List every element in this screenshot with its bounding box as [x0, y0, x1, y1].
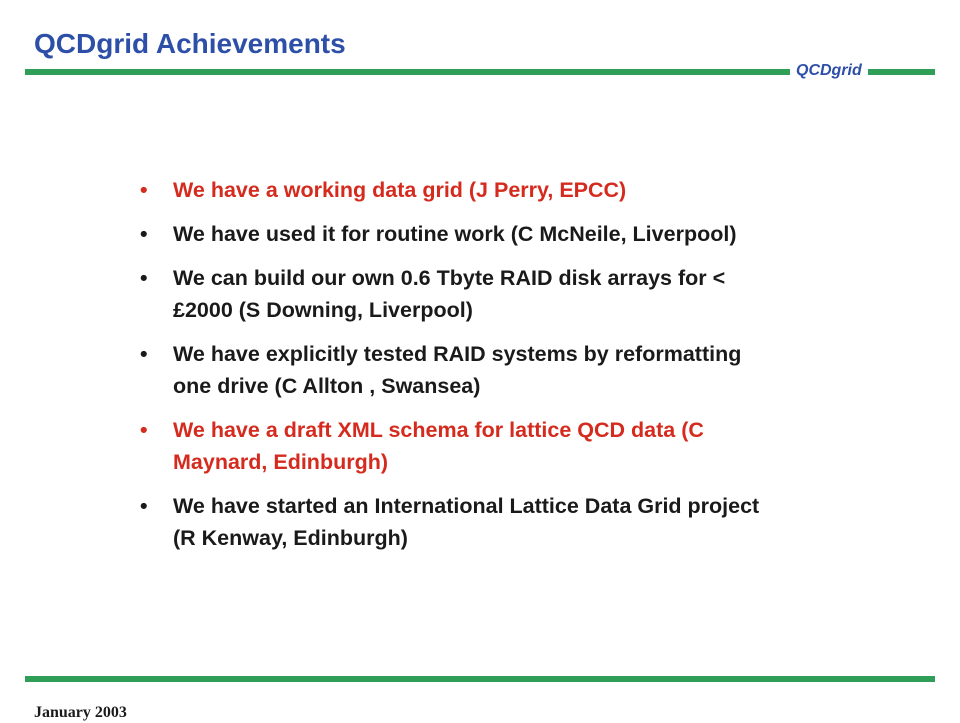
bullet-item [140, 218, 780, 250]
bullet-text: We have used it for routine work (C McNeile, Liverpool) [173, 222, 737, 246]
footer-date: January 2003 [34, 704, 127, 721]
bullet-item [140, 262, 780, 326]
bullet-item [140, 414, 780, 478]
footer-rule [25, 676, 935, 682]
bullet-dot: • [140, 266, 148, 290]
bullet-item [140, 338, 780, 402]
bullet-text: We have explicitly tested RAID systems by reformatting one drive (C Allton , Swansea) [173, 342, 742, 398]
bullet-dot: • [140, 342, 148, 366]
bullet-text: We have a draft XML schema for lattice QCD data (C Maynard, Edinburgh) [173, 418, 704, 474]
brand-logo-text: QCDgrid [790, 60, 868, 82]
bullet-list [140, 174, 780, 566]
bullet-text: We can build our own 0.6 Tbyte RAID disk arrays for < £2000 (S Downing, Liverpool) [173, 266, 726, 322]
slide-title: QCDgrid Achievements [34, 28, 346, 59]
bullet-item [140, 490, 780, 554]
bullet-dot: • [140, 178, 148, 202]
bullet-dot: • [140, 222, 148, 246]
bullet-dot: • [140, 494, 148, 518]
bullet-text: We have a working data grid (J Perry, EPCC) [173, 178, 627, 202]
bullet-item [140, 174, 780, 206]
bullet-dot: • [140, 418, 148, 442]
bullet-text: We have started an International Lattice Data Grid project (R Kenway, Edinburgh) [173, 494, 760, 550]
